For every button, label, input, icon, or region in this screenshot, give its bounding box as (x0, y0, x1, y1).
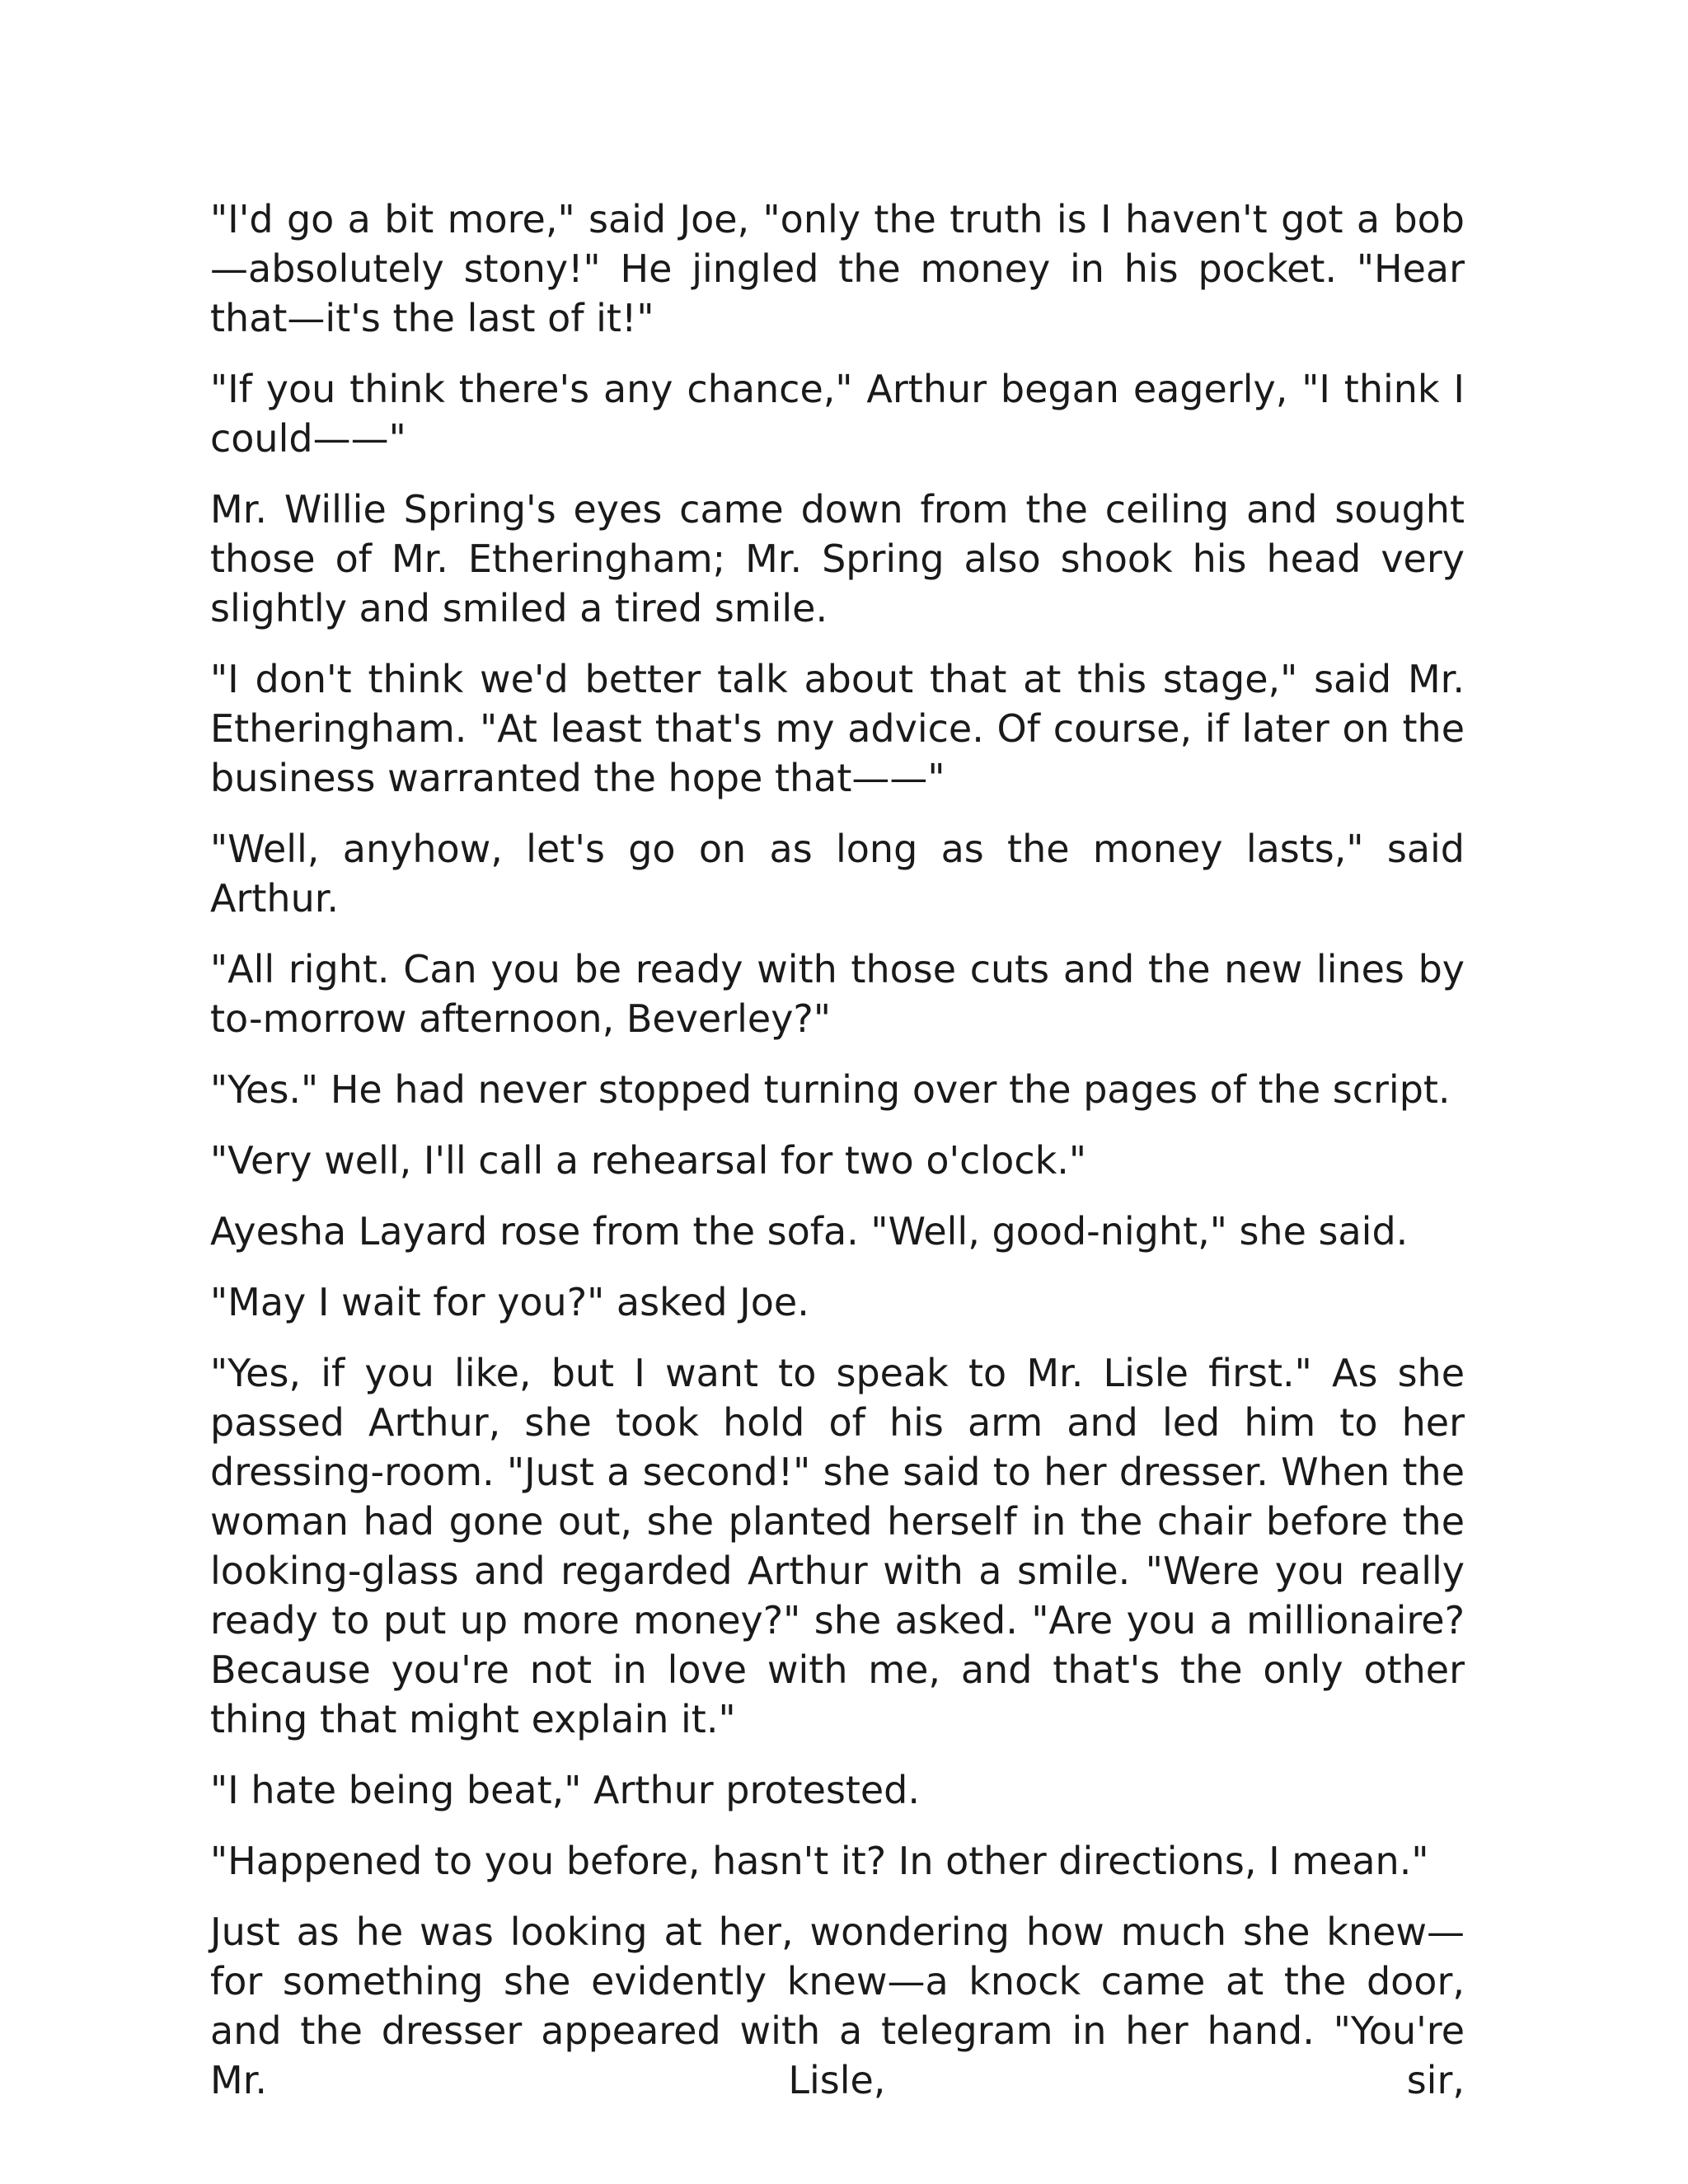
paragraph: "Very well, I'll call a rehearsal for two o'clock." (210, 1138, 1087, 1183)
paragraph: "All right. Can you be ready with those cuts and the new lines by to-morrow afternoon, Beverley?" (210, 947, 1465, 1041)
paragraph: "If you think there's any chance," Arthur began eagerly, "I think I could——" (210, 367, 1465, 461)
paragraph-last: Just as he was looking at her, wondering how much she knew—for something she evidently knew—a knock came at the door, and the dresser appeared with a telegram in her hand. "You're Mr. Lisle, sir, (210, 1910, 1465, 2102)
paragraph: Mr. Willie Spring's eyes came down from the ceiling and sought those of Mr. Etheringham; Mr. Spring also shook his head very slightly and smiled a tired smile. (210, 487, 1465, 630)
paragraph: Ayesha Layard rose from the sofa. "Well, good-night," she said. (210, 1209, 1409, 1254)
paragraph: "Yes." He had never stopped turning over the pages of the script. (210, 1067, 1451, 1112)
paragraph: "I'd go a bit more," said Joe, "only the truth is I haven't got a bob—absolutely stony!" He jingled the money in his pocket. "Hear that—it's the last of it!" (210, 197, 1465, 340)
page-body (210, 194, 1465, 2126)
paragraph: "I hate being beat," Arthur protested. (210, 1768, 920, 1812)
paragraph: "I don't think we'd better talk about that at this stage," said Mr. Etheringham. "At least that's my advice. Of course, if later on the business warranted the hope that——" (210, 657, 1465, 800)
paragraph: "Well, anyhow, let's go on as long as the money lasts," said Arthur. (210, 827, 1465, 921)
paragraph: "May I wait for you?" asked Joe. (210, 1280, 809, 1324)
paragraph: "Yes, if you like, but I want to speak to Mr. Lisle first." As she passed Arthur, she took hold of his arm and led him to her dressing-room. "Just a second!" she said to her dresser. When the woman had gone out, she planted herself in the chair before the looking-glass and regarded Arthur with a smile. "Were you really ready to put up more money?" she asked. "Are you a millionaire? Because you're not in love with me, and that's the only other thing that might explain it." (210, 1351, 1465, 1741)
paragraph: "Happened to you before, hasn't it? In other directions, I mean." (210, 1839, 1429, 1883)
